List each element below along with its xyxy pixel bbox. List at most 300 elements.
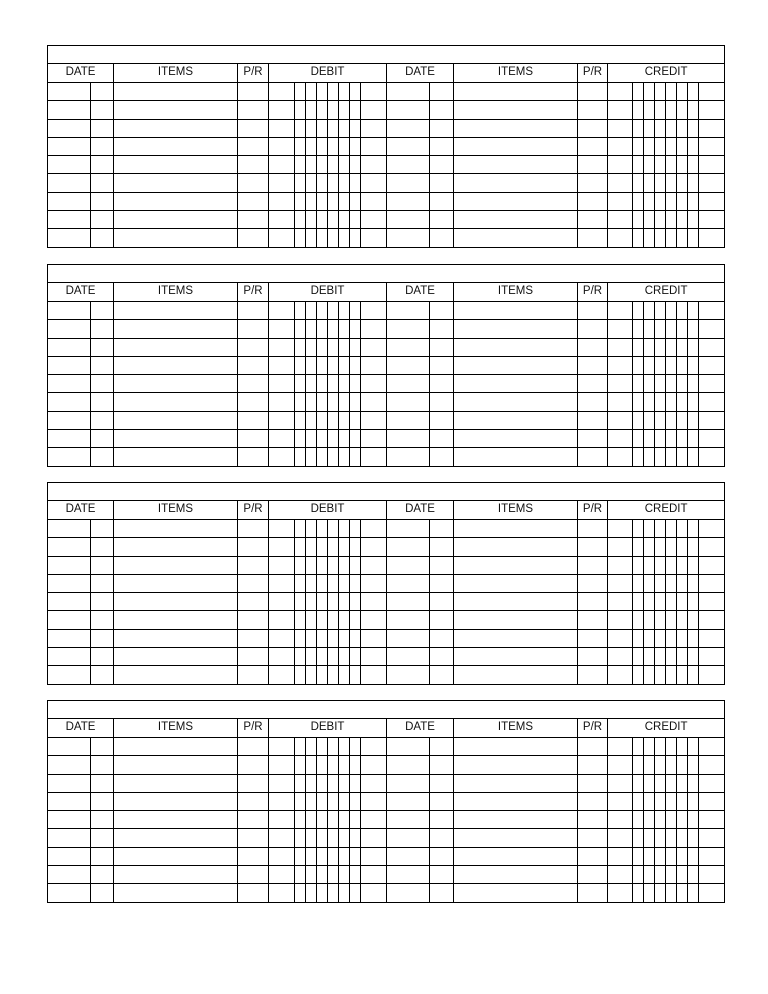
ledger-cell[interactable]: [677, 101, 688, 119]
ledger-cell[interactable]: [48, 83, 91, 101]
ledger-cell[interactable]: [114, 738, 238, 756]
ledger-cell[interactable]: [387, 174, 430, 192]
ledger-cell[interactable]: [339, 156, 350, 174]
ledger-cell[interactable]: [91, 884, 114, 902]
ledger-cell[interactable]: [114, 756, 238, 774]
ledger-cell[interactable]: [454, 520, 578, 538]
ledger-cell[interactable]: [361, 738, 387, 756]
ledger-cell[interactable]: [633, 829, 644, 847]
ledger-cell[interactable]: [699, 302, 725, 320]
ledger-cell[interactable]: [578, 119, 608, 137]
ledger-cell[interactable]: [238, 156, 269, 174]
ledger-cell[interactable]: [295, 83, 306, 101]
ledger-cell[interactable]: [328, 101, 339, 119]
ledger-cell[interactable]: [454, 302, 578, 320]
ledger-cell[interactable]: [361, 811, 387, 829]
ledger-cell[interactable]: [350, 101, 361, 119]
ledger-cell[interactable]: [387, 811, 430, 829]
ledger-cell[interactable]: [295, 629, 306, 647]
ledger-cell[interactable]: [269, 574, 295, 592]
ledger-cell[interactable]: [608, 448, 633, 466]
ledger-cell[interactable]: [430, 448, 454, 466]
ledger-cell[interactable]: [608, 192, 633, 210]
ledger-cell[interactable]: [295, 538, 306, 556]
ledger-cell[interactable]: [91, 119, 114, 137]
ledger-cell[interactable]: [91, 211, 114, 229]
ledger-cell[interactable]: [114, 538, 238, 556]
ledger-cell[interactable]: [361, 174, 387, 192]
ledger-cell[interactable]: [633, 211, 644, 229]
ledger-cell[interactable]: [350, 866, 361, 884]
ledger-cell[interactable]: [350, 411, 361, 429]
ledger-cell[interactable]: [238, 137, 269, 155]
ledger-cell[interactable]: [644, 811, 655, 829]
ledger-cell[interactable]: [633, 666, 644, 684]
ledger-cell[interactable]: [430, 156, 454, 174]
ledger-cell[interactable]: [666, 520, 677, 538]
ledger-cell[interactable]: [91, 756, 114, 774]
ledger-title-field[interactable]: [48, 701, 725, 719]
ledger-cell[interactable]: [430, 866, 454, 884]
ledger-cell[interactable]: [361, 156, 387, 174]
ledger-cell[interactable]: [238, 829, 269, 847]
ledger-cell[interactable]: [295, 448, 306, 466]
ledger-cell[interactable]: [655, 302, 666, 320]
ledger-cell[interactable]: [608, 229, 633, 247]
ledger-cell[interactable]: [699, 866, 725, 884]
ledger-cell[interactable]: [655, 611, 666, 629]
ledger-cell[interactable]: [295, 574, 306, 592]
ledger-cell[interactable]: [350, 375, 361, 393]
ledger-cell[interactable]: [699, 192, 725, 210]
ledger-cell[interactable]: [317, 574, 328, 592]
ledger-cell[interactable]: [644, 174, 655, 192]
ledger-cell[interactable]: [608, 211, 633, 229]
ledger-cell[interactable]: [269, 137, 295, 155]
ledger-cell[interactable]: [454, 393, 578, 411]
ledger-cell[interactable]: [454, 356, 578, 374]
ledger-cell[interactable]: [454, 829, 578, 847]
ledger-cell[interactable]: [677, 774, 688, 792]
ledger-cell[interactable]: [677, 192, 688, 210]
ledger-cell[interactable]: [608, 666, 633, 684]
ledger-cell[interactable]: [295, 611, 306, 629]
ledger-cell[interactable]: [633, 520, 644, 538]
ledger-cell[interactable]: [317, 156, 328, 174]
ledger-cell[interactable]: [317, 192, 328, 210]
ledger-cell[interactable]: [361, 866, 387, 884]
ledger-cell[interactable]: [655, 174, 666, 192]
ledger-cell[interactable]: [350, 393, 361, 411]
ledger-cell[interactable]: [350, 430, 361, 448]
ledger-cell[interactable]: [328, 847, 339, 865]
ledger-cell[interactable]: [578, 229, 608, 247]
ledger-cell[interactable]: [48, 375, 91, 393]
ledger-cell[interactable]: [454, 866, 578, 884]
ledger-cell[interactable]: [655, 320, 666, 338]
ledger-cell[interactable]: [238, 738, 269, 756]
ledger-cell[interactable]: [677, 137, 688, 155]
ledger-cell[interactable]: [688, 375, 699, 393]
ledger-cell[interactable]: [350, 792, 361, 810]
ledger-cell[interactable]: [666, 137, 677, 155]
ledger-cell[interactable]: [339, 356, 350, 374]
ledger-cell[interactable]: [578, 593, 608, 611]
ledger-cell[interactable]: [633, 811, 644, 829]
ledger-cell[interactable]: [91, 774, 114, 792]
ledger-cell[interactable]: [361, 320, 387, 338]
ledger-cell[interactable]: [269, 666, 295, 684]
ledger-cell[interactable]: [666, 320, 677, 338]
ledger-cell[interactable]: [644, 101, 655, 119]
ledger-cell[interactable]: [644, 156, 655, 174]
ledger-cell[interactable]: [339, 774, 350, 792]
ledger-cell[interactable]: [688, 393, 699, 411]
ledger-cell[interactable]: [677, 629, 688, 647]
ledger-cell[interactable]: [644, 574, 655, 592]
ledger-cell[interactable]: [91, 302, 114, 320]
ledger-cell[interactable]: [317, 101, 328, 119]
ledger-cell[interactable]: [688, 411, 699, 429]
ledger-cell[interactable]: [677, 338, 688, 356]
ledger-cell[interactable]: [633, 738, 644, 756]
ledger-cell[interactable]: [608, 792, 633, 810]
ledger-cell[interactable]: [238, 811, 269, 829]
ledger-cell[interactable]: [269, 192, 295, 210]
ledger-cell[interactable]: [328, 430, 339, 448]
ledger-cell[interactable]: [350, 648, 361, 666]
ledger-cell[interactable]: [608, 411, 633, 429]
ledger-cell[interactable]: [578, 174, 608, 192]
ledger-cell[interactable]: [677, 211, 688, 229]
ledger-cell[interactable]: [91, 611, 114, 629]
ledger-cell[interactable]: [295, 847, 306, 865]
ledger-cell[interactable]: [633, 448, 644, 466]
ledger-cell[interactable]: [578, 884, 608, 902]
ledger-cell[interactable]: [644, 302, 655, 320]
ledger-cell[interactable]: [350, 137, 361, 155]
ledger-cell[interactable]: [677, 756, 688, 774]
ledger-cell[interactable]: [306, 356, 317, 374]
ledger-cell[interactable]: [578, 756, 608, 774]
ledger-cell[interactable]: [699, 119, 725, 137]
ledger-cell[interactable]: [633, 411, 644, 429]
ledger-cell[interactable]: [339, 738, 350, 756]
ledger-cell[interactable]: [677, 829, 688, 847]
ledger-cell[interactable]: [655, 648, 666, 666]
ledger-cell[interactable]: [350, 756, 361, 774]
ledger-cell[interactable]: [339, 448, 350, 466]
ledger-cell[interactable]: [608, 847, 633, 865]
ledger-cell[interactable]: [699, 792, 725, 810]
ledger-cell[interactable]: [578, 847, 608, 865]
ledger-cell[interactable]: [114, 847, 238, 865]
ledger-cell[interactable]: [430, 792, 454, 810]
ledger-cell[interactable]: [666, 229, 677, 247]
ledger-cell[interactable]: [454, 666, 578, 684]
ledger-cell[interactable]: [578, 648, 608, 666]
ledger-cell[interactable]: [48, 101, 91, 119]
ledger-cell[interactable]: [339, 884, 350, 902]
ledger-cell[interactable]: [238, 756, 269, 774]
ledger-cell[interactable]: [238, 866, 269, 884]
ledger-cell[interactable]: [688, 430, 699, 448]
ledger-cell[interactable]: [387, 666, 430, 684]
ledger-cell[interactable]: [328, 648, 339, 666]
ledger-cell[interactable]: [328, 156, 339, 174]
ledger-cell[interactable]: [238, 648, 269, 666]
ledger-cell[interactable]: [655, 811, 666, 829]
ledger-cell[interactable]: [666, 375, 677, 393]
ledger-cell[interactable]: [387, 211, 430, 229]
ledger-cell[interactable]: [677, 538, 688, 556]
ledger-cell[interactable]: [48, 119, 91, 137]
ledger-cell[interactable]: [238, 574, 269, 592]
ledger-cell[interactable]: [430, 101, 454, 119]
ledger-cell[interactable]: [666, 792, 677, 810]
ledger-cell[interactable]: [295, 320, 306, 338]
ledger-cell[interactable]: [328, 866, 339, 884]
ledger-cell[interactable]: [677, 866, 688, 884]
ledger-cell[interactable]: [361, 774, 387, 792]
ledger-title-field[interactable]: [48, 265, 725, 283]
ledger-cell[interactable]: [387, 756, 430, 774]
ledger-cell[interactable]: [688, 774, 699, 792]
ledger-cell[interactable]: [350, 556, 361, 574]
ledger-cell[interactable]: [655, 556, 666, 574]
ledger-cell[interactable]: [454, 629, 578, 647]
ledger-cell[interactable]: [339, 320, 350, 338]
ledger-cell[interactable]: [339, 520, 350, 538]
ledger-cell[interactable]: [454, 774, 578, 792]
ledger-cell[interactable]: [317, 792, 328, 810]
ledger-cell[interactable]: [578, 792, 608, 810]
ledger-cell[interactable]: [699, 448, 725, 466]
ledger-cell[interactable]: [578, 520, 608, 538]
ledger-cell[interactable]: [269, 411, 295, 429]
ledger-cell[interactable]: [361, 829, 387, 847]
ledger-cell[interactable]: [317, 538, 328, 556]
ledger-cell[interactable]: [387, 356, 430, 374]
ledger-cell[interactable]: [361, 574, 387, 592]
ledger-cell[interactable]: [688, 629, 699, 647]
ledger-cell[interactable]: [350, 356, 361, 374]
ledger-cell[interactable]: [608, 174, 633, 192]
ledger-cell[interactable]: [655, 774, 666, 792]
ledger-cell[interactable]: [317, 338, 328, 356]
ledger-cell[interactable]: [655, 448, 666, 466]
ledger-cell[interactable]: [688, 538, 699, 556]
ledger-cell[interactable]: [699, 847, 725, 865]
ledger-cell[interactable]: [328, 884, 339, 902]
ledger-cell[interactable]: [306, 756, 317, 774]
ledger-cell[interactable]: [677, 119, 688, 137]
ledger-cell[interactable]: [306, 774, 317, 792]
ledger-cell[interactable]: [91, 375, 114, 393]
ledger-cell[interactable]: [644, 738, 655, 756]
ledger-cell[interactable]: [328, 538, 339, 556]
ledger-cell[interactable]: [688, 356, 699, 374]
ledger-cell[interactable]: [644, 866, 655, 884]
ledger-cell[interactable]: [339, 174, 350, 192]
ledger-cell[interactable]: [688, 520, 699, 538]
ledger-cell[interactable]: [328, 520, 339, 538]
ledger-cell[interactable]: [688, 792, 699, 810]
ledger-cell[interactable]: [608, 866, 633, 884]
ledger-cell[interactable]: [666, 83, 677, 101]
ledger-cell[interactable]: [387, 302, 430, 320]
ledger-cell[interactable]: [454, 556, 578, 574]
ledger-cell[interactable]: [387, 375, 430, 393]
ledger-cell[interactable]: [328, 411, 339, 429]
ledger-cell[interactable]: [633, 866, 644, 884]
ledger-cell[interactable]: [48, 666, 91, 684]
ledger-cell[interactable]: [666, 174, 677, 192]
ledger-cell[interactable]: [688, 884, 699, 902]
ledger-cell[interactable]: [317, 411, 328, 429]
ledger-cell[interactable]: [454, 847, 578, 865]
ledger-cell[interactable]: [387, 229, 430, 247]
ledger-cell[interactable]: [328, 375, 339, 393]
ledger-cell[interactable]: [608, 119, 633, 137]
ledger-cell[interactable]: [688, 666, 699, 684]
ledger-cell[interactable]: [306, 520, 317, 538]
ledger-cell[interactable]: [48, 430, 91, 448]
ledger-cell[interactable]: [633, 611, 644, 629]
ledger-cell[interactable]: [677, 448, 688, 466]
ledger-cell[interactable]: [317, 174, 328, 192]
ledger-cell[interactable]: [699, 593, 725, 611]
ledger-cell[interactable]: [430, 574, 454, 592]
ledger-cell[interactable]: [350, 119, 361, 137]
ledger-cell[interactable]: [699, 137, 725, 155]
ledger-cell[interactable]: [48, 829, 91, 847]
ledger-cell[interactable]: [666, 574, 677, 592]
ledger-cell[interactable]: [699, 574, 725, 592]
ledger-cell[interactable]: [430, 320, 454, 338]
ledger-cell[interactable]: [328, 738, 339, 756]
ledger-cell[interactable]: [339, 302, 350, 320]
ledger-cell[interactable]: [430, 538, 454, 556]
ledger-cell[interactable]: [361, 792, 387, 810]
ledger-cell[interactable]: [387, 448, 430, 466]
ledger-cell[interactable]: [387, 156, 430, 174]
ledger-cell[interactable]: [295, 101, 306, 119]
ledger-cell[interactable]: [677, 375, 688, 393]
ledger-cell[interactable]: [666, 556, 677, 574]
ledger-cell[interactable]: [238, 320, 269, 338]
ledger-cell[interactable]: [295, 393, 306, 411]
ledger-cell[interactable]: [644, 648, 655, 666]
ledger-cell[interactable]: [387, 866, 430, 884]
ledger-cell[interactable]: [699, 884, 725, 902]
ledger-cell[interactable]: [317, 320, 328, 338]
ledger-cell[interactable]: [633, 847, 644, 865]
ledger-cell[interactable]: [430, 593, 454, 611]
ledger-cell[interactable]: [655, 829, 666, 847]
ledger-cell[interactable]: [666, 738, 677, 756]
ledger-cell[interactable]: [91, 574, 114, 592]
ledger-cell[interactable]: [655, 229, 666, 247]
ledger-cell[interactable]: [430, 847, 454, 865]
ledger-cell[interactable]: [644, 393, 655, 411]
ledger-cell[interactable]: [48, 229, 91, 247]
ledger-cell[interactable]: [644, 119, 655, 137]
ledger-cell[interactable]: [655, 738, 666, 756]
ledger-cell[interactable]: [655, 156, 666, 174]
ledger-cell[interactable]: [666, 538, 677, 556]
ledger-cell[interactable]: [655, 756, 666, 774]
ledger-cell[interactable]: [633, 756, 644, 774]
ledger-cell[interactable]: [454, 538, 578, 556]
ledger-cell[interactable]: [48, 538, 91, 556]
ledger-cell[interactable]: [91, 320, 114, 338]
ledger-cell[interactable]: [655, 847, 666, 865]
ledger-cell[interactable]: [578, 411, 608, 429]
ledger-cell[interactable]: [688, 756, 699, 774]
ledger-cell[interactable]: [666, 774, 677, 792]
ledger-cell[interactable]: [677, 411, 688, 429]
ledger-cell[interactable]: [361, 375, 387, 393]
ledger-cell[interactable]: [688, 556, 699, 574]
ledger-cell[interactable]: [361, 137, 387, 155]
ledger-cell[interactable]: [430, 829, 454, 847]
ledger-cell[interactable]: [644, 448, 655, 466]
ledger-cell[interactable]: [350, 666, 361, 684]
ledger-cell[interactable]: [699, 101, 725, 119]
ledger-cell[interactable]: [238, 666, 269, 684]
ledger-cell[interactable]: [328, 593, 339, 611]
ledger-cell[interactable]: [48, 811, 91, 829]
ledger-cell[interactable]: [644, 375, 655, 393]
ledger-cell[interactable]: [317, 629, 328, 647]
ledger-cell[interactable]: [430, 811, 454, 829]
ledger-cell[interactable]: [339, 430, 350, 448]
ledger-cell[interactable]: [328, 792, 339, 810]
ledger-cell[interactable]: [339, 629, 350, 647]
ledger-cell[interactable]: [361, 648, 387, 666]
ledger-cell[interactable]: [306, 192, 317, 210]
ledger-cell[interactable]: [699, 629, 725, 647]
ledger-cell[interactable]: [238, 430, 269, 448]
ledger-cell[interactable]: [608, 393, 633, 411]
ledger-cell[interactable]: [317, 393, 328, 411]
ledger-cell[interactable]: [430, 119, 454, 137]
ledger-cell[interactable]: [339, 211, 350, 229]
ledger-cell[interactable]: [430, 375, 454, 393]
ledger-cell[interactable]: [306, 83, 317, 101]
ledger-cell[interactable]: [633, 538, 644, 556]
ledger-cell[interactable]: [238, 448, 269, 466]
ledger-cell[interactable]: [655, 884, 666, 902]
ledger-cell[interactable]: [269, 174, 295, 192]
ledger-cell[interactable]: [655, 629, 666, 647]
ledger-cell[interactable]: [114, 411, 238, 429]
ledger-cell[interactable]: [238, 629, 269, 647]
ledger-cell[interactable]: [48, 738, 91, 756]
ledger-cell[interactable]: [91, 229, 114, 247]
ledger-cell[interactable]: [655, 137, 666, 155]
ledger-cell[interactable]: [306, 593, 317, 611]
ledger-cell[interactable]: [644, 666, 655, 684]
ledger-cell[interactable]: [114, 448, 238, 466]
ledger-cell[interactable]: [655, 866, 666, 884]
ledger-cell[interactable]: [387, 556, 430, 574]
ledger-cell[interactable]: [317, 593, 328, 611]
ledger-cell[interactable]: [644, 611, 655, 629]
ledger-cell[interactable]: [269, 556, 295, 574]
ledger-cell[interactable]: [114, 774, 238, 792]
